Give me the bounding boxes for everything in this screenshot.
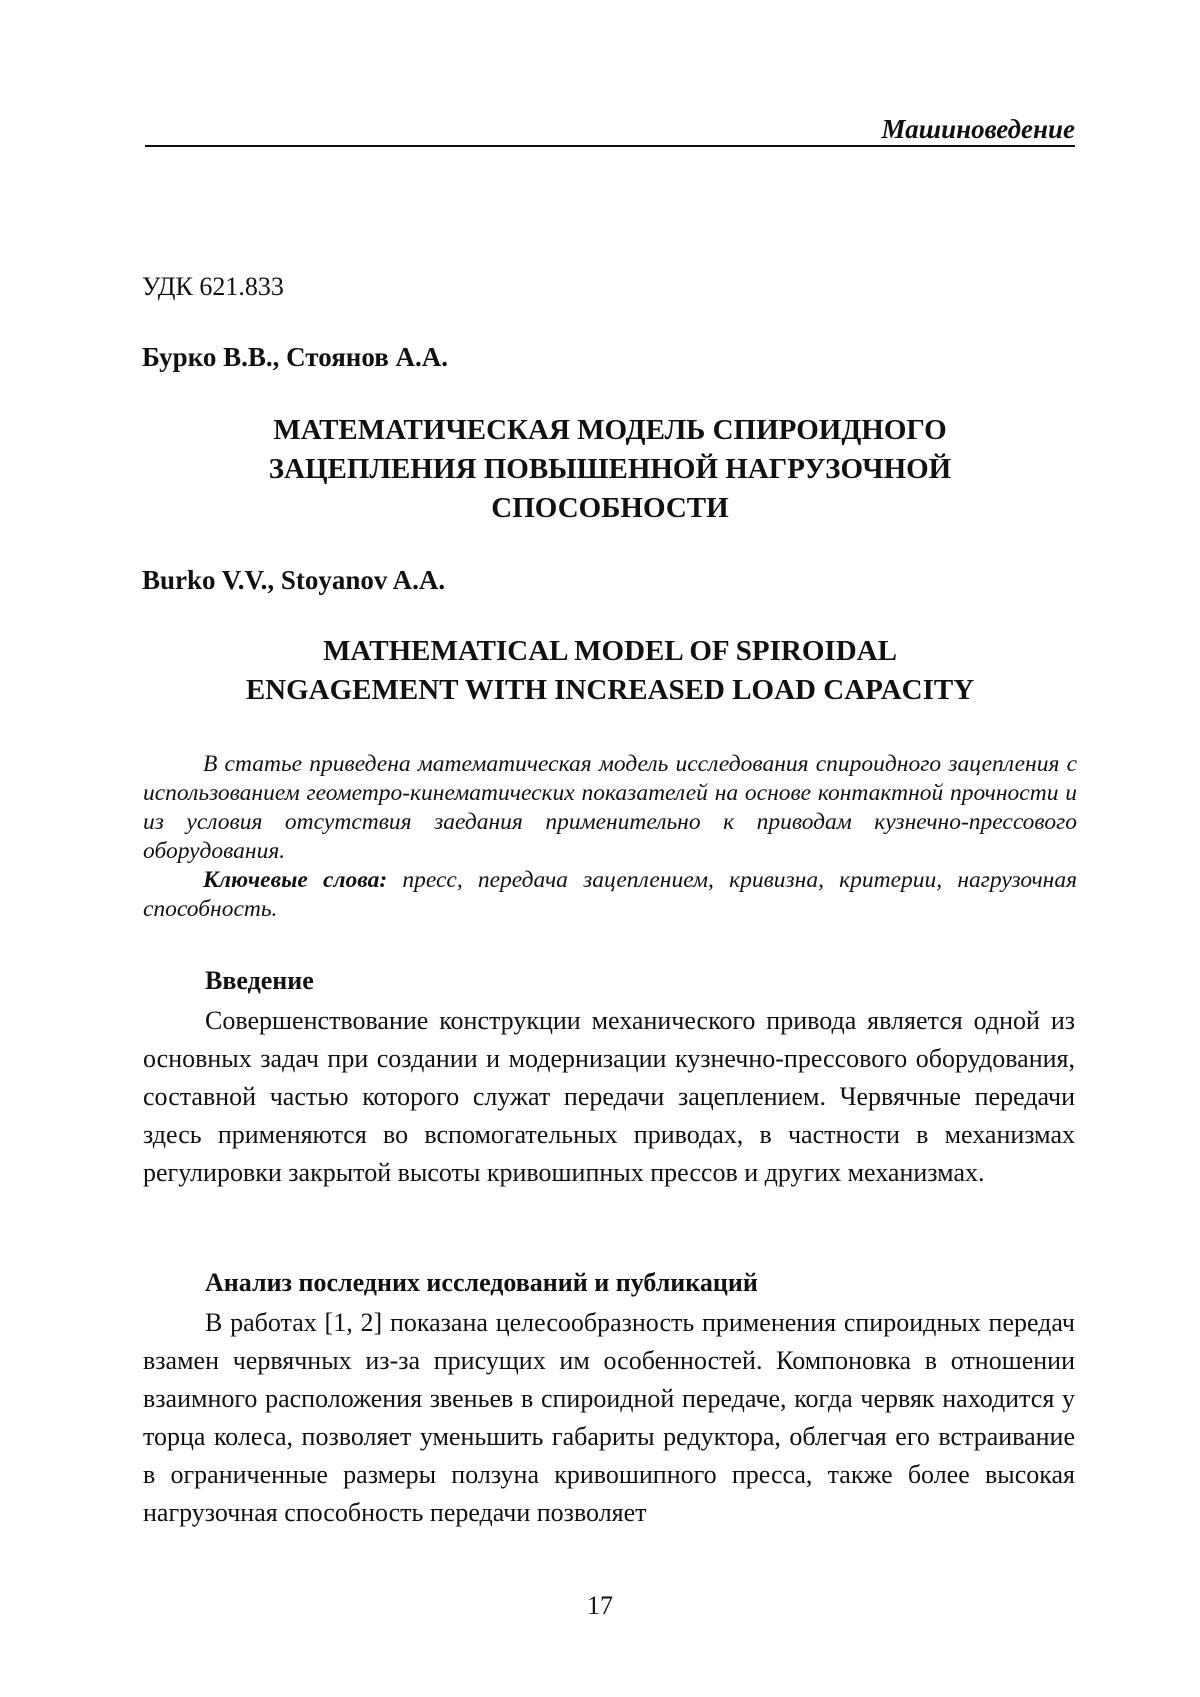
title-ru-line: МАТЕМАТИЧЕСКАЯ МОДЕЛЬ СПИРОИДНОГО <box>145 411 1075 450</box>
title-ru-line: СПОСОБНОСТИ <box>145 489 1075 528</box>
keywords <box>143 866 1077 924</box>
section-text-intro: Совершенствование конструкции механического привода является одной из основных задач при создании и модернизации кузнечно-прессового оборудования, составной частью которого служат передачи зацеплением. Червячные передачи здесь применяются во вспомогательных приводах, в частности в механизмах регулировки закрытой высоты кривошипных прессов и других механизмах. <box>143 1002 1075 1192</box>
authors-ru: Бурко В.В., Стоянов А.А. <box>142 340 448 374</box>
keywords-list: пресс, передача зацеплением, кривизна, критерии, нагрузочная способность. <box>143 867 1077 922</box>
page <box>0 0 1200 1697</box>
abstract <box>143 750 1077 924</box>
running-head: Машиноведение <box>145 112 1075 146</box>
udk-code: УДК 621.833 <box>142 271 284 303</box>
title-ru <box>145 411 1075 528</box>
title-en <box>145 632 1075 710</box>
title-en-line: ENGAGEMENT WITH INCREASED LOAD CAPACITY <box>145 671 1075 710</box>
section-heading-intro: Введение <box>205 964 314 998</box>
section-heading-analysis: Анализ последних исследований и публикаций <box>205 1266 758 1300</box>
title-en-line: MATHEMATICAL MODEL OF SPIROIDAL <box>145 632 1075 671</box>
section-text-analysis: В работах [1, 2] показана целесообразность применения спироидных передач взамен червячных из-за присущих им особенностей. Компоновка в отношении взаимного расположения звеньев в спироидной передаче, когда червяк находится у торца колеса, позволяет уменьшить габариты редуктора, облегчая его встраивание в ограниченные размеры ползуна кривошипного пресса, также более высокая нагрузочная способность передачи позволяет <box>143 1304 1075 1532</box>
keywords-label: Ключевые слова: <box>203 867 387 893</box>
title-ru-line: ЗАЦЕПЛЕНИЯ ПОВЫШЕННОЙ НАГРУЗОЧНОЙ <box>145 450 1075 489</box>
page-number: 17 <box>0 1590 1200 1622</box>
abstract-text: В статье приведена математическая модель исследования спироидного зацепления с использованием геометро-кинематических показателей на основе контактной прочности и из условия отсутствия заедания применительно к приводам кузнечно-прессового оборудования. <box>143 750 1077 866</box>
authors-en: Burko V.V., Stoyanov A.A. <box>142 563 445 597</box>
header-rule <box>145 145 1075 147</box>
